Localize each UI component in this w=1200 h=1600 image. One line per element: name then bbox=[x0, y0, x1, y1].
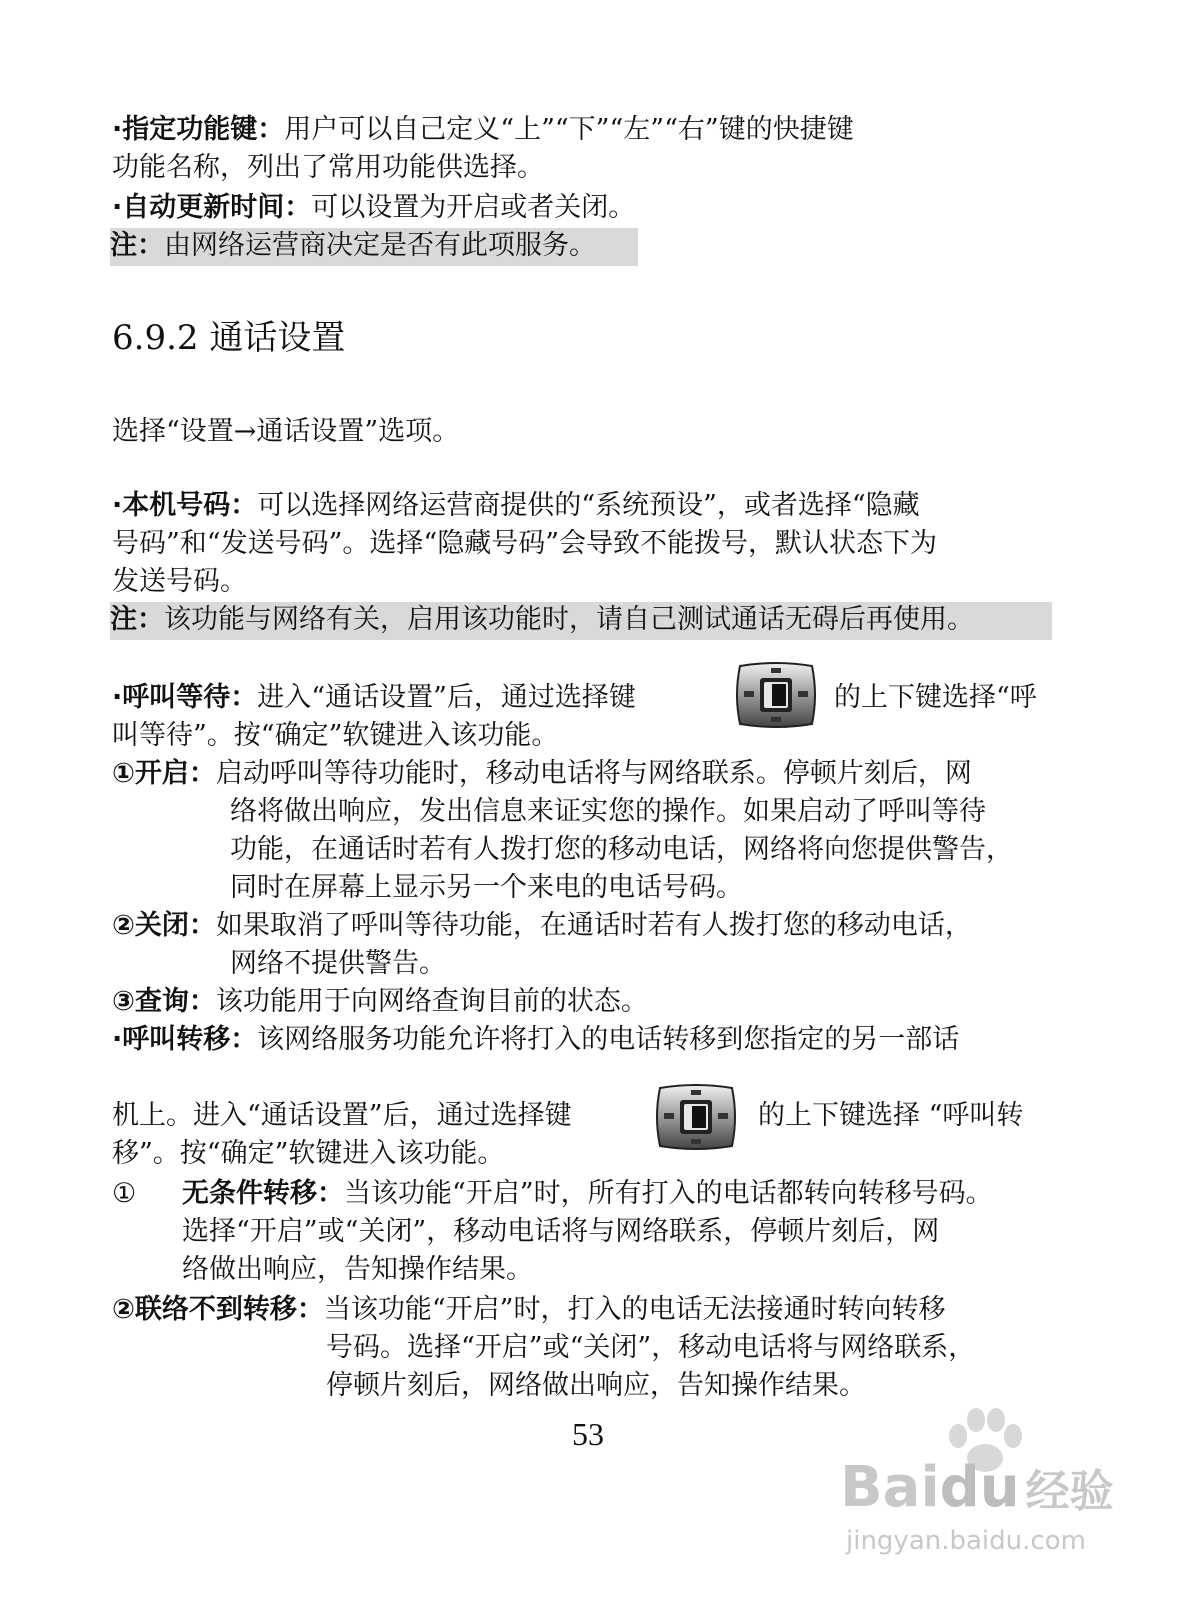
item-call-forward bbox=[112, 1022, 959, 1058]
item-call-forward-cont1: 机上。进入“通话设置”后，通过选择键 bbox=[112, 1100, 572, 1131]
page-number: 53 bbox=[572, 1416, 604, 1452]
item-label: ·指定功能键： bbox=[112, 114, 285, 145]
item-call-forward-cont3: 移”。按“确定”软键进入该功能。 bbox=[112, 1138, 505, 1169]
item-call-forward-cont2: 的上下键选择 “呼叫转 bbox=[758, 1100, 1024, 1131]
waiting-option-on-l4: 同时在屏幕上显示另一个来电的电话号码。 bbox=[230, 872, 743, 903]
note-text: 由网络运营商决定是否有此项服务。 bbox=[164, 230, 596, 261]
note-network bbox=[110, 602, 1052, 640]
option-text: 启动呼叫等待功能时，移动电话将与网络联系。停顿片刻后，网 bbox=[215, 758, 972, 789]
item-text: 可以设置为开启或者关闭。 bbox=[311, 192, 636, 223]
option-text: 该功能用于向网络查询目前的状态。 bbox=[215, 986, 648, 1017]
item-text: 该网络服务功能允许将打入的电话转移到您指定的另一部话 bbox=[257, 1024, 960, 1055]
baidu-watermark bbox=[840, 1406, 1140, 1586]
watermark-url: jingyan.baidu.com bbox=[846, 1526, 1086, 1556]
item-call-waiting-cont1: 的上下键选择“呼 bbox=[834, 682, 1037, 713]
note-label: 注： bbox=[110, 230, 164, 261]
item-text: 用户可以自己定义“上”“下”“左”“右”键的快捷键 bbox=[284, 114, 854, 145]
option-label: ②关闭： bbox=[112, 910, 216, 941]
waiting-option-query bbox=[112, 984, 648, 1020]
item-local-number-cont2: 发送号码。 bbox=[112, 566, 247, 597]
brand-cn: 经验 bbox=[1025, 1466, 1114, 1517]
option-label: ①开启： bbox=[112, 758, 216, 789]
item-text: 进入“通话设置”后，通过选择键 bbox=[257, 682, 636, 713]
forward-option-unreachable-l2: 号码。选择“开启”或“关闭”，移动电话将与网络联系， bbox=[326, 1332, 976, 1363]
option-label: 无条件转移： bbox=[182, 1178, 344, 1209]
option-label: ③查询： bbox=[112, 986, 216, 1017]
forward-option-unreachable bbox=[112, 1292, 945, 1328]
brand-text-2: du bbox=[939, 1455, 1020, 1520]
forward-option-unconditional-l3: 络做出响应，告知操作结果。 bbox=[182, 1254, 533, 1285]
forward-option-unreachable-l3: 停顿片刻后，网络做出响应，告知操作结果。 bbox=[326, 1370, 866, 1401]
item-label: ·呼叫等待： bbox=[112, 682, 258, 713]
item-label: ·本机号码： bbox=[112, 490, 258, 521]
item-local-number bbox=[112, 488, 920, 524]
note-text: 该功能与网络有关，启用该功能时，请自己测试通话无碍后再使用。 bbox=[164, 604, 974, 635]
item-label: ·自动更新时间： bbox=[112, 192, 312, 223]
item-local-number-cont: 号码”和“发送号码”。选择“隐藏号码”会导致不能拨号，默认状态下为 bbox=[112, 528, 938, 559]
waiting-option-on bbox=[112, 756, 972, 792]
forward-option-unconditional-l1 bbox=[182, 1176, 993, 1212]
note-service bbox=[110, 228, 638, 266]
option-number: ① bbox=[112, 1178, 137, 1209]
forward-option-unconditional-l2: 选择“开启”或“关闭”，移动电话将与网络联系，停顿片刻后，网 bbox=[182, 1216, 940, 1247]
waiting-option-off bbox=[112, 908, 972, 944]
waiting-option-off-l2: 网络不提供警告。 bbox=[230, 948, 446, 979]
item-call-waiting bbox=[112, 680, 636, 716]
section-heading: 6.9.2 通话设置 bbox=[112, 318, 346, 358]
note-label: 注： bbox=[110, 604, 164, 635]
item-auto-time bbox=[112, 190, 635, 226]
forward-option-unconditional bbox=[112, 1176, 136, 1212]
item-text: 可以选择网络运营商提供的“系统预设”，或者选择“隐藏 bbox=[257, 490, 920, 521]
waiting-option-on-l2: 络将做出响应，发出信息来证实您的操作。如果启动了呼叫等待 bbox=[230, 796, 986, 827]
item-assign-keys bbox=[112, 112, 854, 148]
option-text: 当该功能“开启”时，所有打入的电话都转向转移号码。 bbox=[344, 1178, 993, 1209]
item-call-waiting-cont2: 叫等待”。按“确定”软键进入该功能。 bbox=[112, 720, 559, 751]
intro-text: 选择“设置→通话设置”选项。 bbox=[112, 416, 460, 447]
brand-text: Bai bbox=[840, 1455, 940, 1520]
option-text: 当该功能“开启”时，打入的电话无法接通时转向转移 bbox=[323, 1294, 946, 1325]
navigation-key-icon bbox=[654, 1084, 738, 1150]
waiting-option-on-l3: 功能，在通话时若有人拨打您的移动电话，网络将向您提供警告， bbox=[230, 834, 1013, 865]
item-label: ·呼叫转移： bbox=[112, 1024, 258, 1055]
item-assign-keys-cont: 功能名称，列出了常用功能供选择。 bbox=[112, 152, 544, 183]
option-text: 如果取消了呼叫等待功能，在通话时若有人拨打您的移动电话， bbox=[215, 910, 972, 941]
option-label: ②联络不到转移： bbox=[112, 1294, 324, 1325]
navigation-key-icon bbox=[734, 662, 818, 728]
